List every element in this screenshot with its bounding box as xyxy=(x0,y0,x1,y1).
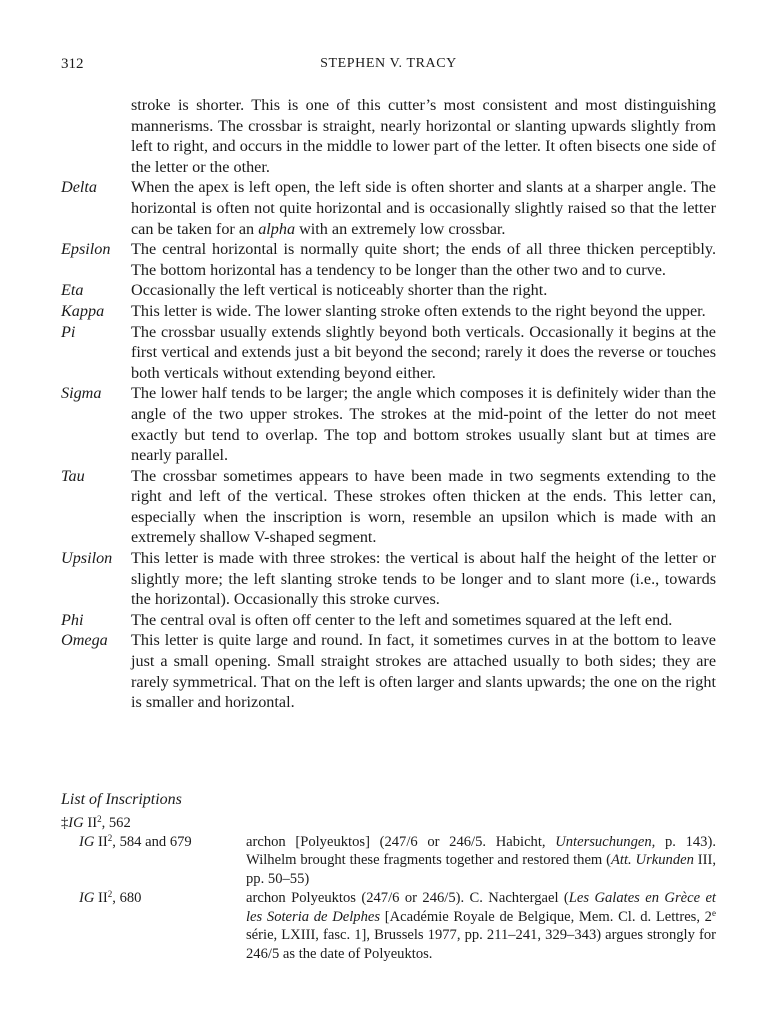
letter-entry-epsilon xyxy=(61,239,716,280)
inscription-note: archon [Polyeuktos] (247/6 or 246/5. Habicht, Untersuchungen, p. 143). Wilhelm brought these fragments together and restored them (Att. Urkunden III, pp. 50–55) xyxy=(246,833,716,888)
inscription-row xyxy=(61,814,716,833)
page-number: 312 xyxy=(61,56,84,72)
letter-entry-phi xyxy=(61,610,716,631)
letter-desc: Occasionally the left vertical is noticeably shorter than the right. xyxy=(131,281,548,300)
letter-desc: The central oval is often off center to the left and sometimes squared at the left end. xyxy=(131,610,673,629)
letter-desc: This letter is quite large and round. In fact, it sometimes curves in at the bottom to leave just a small opening. Small straight strokes are attached usually to both sides; they are rarely symmetrical. That on the left is often larger and slants upwards; the one on the right is smaller and horizontal. xyxy=(131,631,716,712)
letter-term: Tau xyxy=(61,466,85,485)
letter-term: Eta xyxy=(61,281,84,300)
letter-entry-tau xyxy=(61,466,716,548)
intro-continuation: stroke is shorter. This is one of this cutter’s most consistent and most distinguishing mannerisms. The crossbar is straight, nearly horizontal or slanting upwards slightly from left to right, and occurs in the middle to lower part of the letter. It often bisects one side of the letter or the other. xyxy=(131,96,716,176)
inscription-ref: IG $II^2$, 584 and 679 xyxy=(79,832,192,850)
running-head: STEPHEN V. TRACY xyxy=(320,56,457,71)
letter-entry-kappa xyxy=(61,301,716,322)
letter-desc: The central horizontal is normally quite short; the ends of all three thicken perceptibly. The bottom horizontal has a tendency to be longer than the other two and to curve. xyxy=(131,240,716,279)
letter-desc: The lower half tends to be larger; the angle which composes it is definitely wider than the angle of the two upper strokes. The strokes at the mid-point of the letter do not meet exactly but tend to overlap. The top and bottom strokes usually slant but at times are nearly parallel. xyxy=(131,384,716,465)
letter-term: Delta xyxy=(61,178,97,197)
inscription-ref: ‡IG $II^2$, 562 xyxy=(61,814,131,831)
letter-term: Phi xyxy=(61,610,84,629)
inscription-note: archon Polyeuktos (247/6 or 246/5). C. Nachtergael (Les Galates en Grèce et les Soteria de Delphes [Académie Royale de Belgique, Mem. Cl. d. Lettres, 2e série, LXIII, fasc. 1], Brussels 1977, pp. 211–241, 329–343) argues strongly for 246/5 as the date of Polyeuktos. xyxy=(246,889,716,962)
letter-term: Pi xyxy=(61,322,76,341)
section-title: List of Inscriptions xyxy=(61,791,182,808)
letter-entry-eta xyxy=(61,280,716,301)
dagger-marker: ‡ xyxy=(61,815,69,831)
inscription-row xyxy=(61,889,716,964)
letter-term: Omega xyxy=(61,631,108,650)
letter-desc: The crossbar usually extends slightly beyond both verticals. Occasionally it begins at the first vertical and extends just a bit beyond the second; rarely it does the reverse or touches both verticals without extending beyond either. xyxy=(131,322,716,382)
inscription-ref: IG $II^2$, 680 xyxy=(79,888,142,906)
letter-desc: The crossbar sometimes appears to have been made in two segments extending to the right and left of the vertical. These strokes often thicken at the ends. This letter can, especially when the inscription is worn, resemble an upsilon which is made with an extremely shallow V-shaped segment. xyxy=(131,466,716,547)
letter-descriptions xyxy=(61,95,716,713)
inscription-row xyxy=(61,833,716,889)
letter-term: Upsilon xyxy=(61,549,113,568)
inscription-list xyxy=(61,790,716,964)
letter-desc: This letter is wide. The lower slanting stroke often extends to the right beyond the upper. xyxy=(131,301,706,320)
letter-entry-delta xyxy=(61,177,716,239)
inscription-note xyxy=(246,814,716,833)
letter-entry-upsilon xyxy=(61,548,716,610)
letter-entry-omega xyxy=(61,630,716,712)
page-header xyxy=(61,56,716,78)
letter-desc: This letter is made with three strokes: the vertical is about half the height of the letter or slightly more; the left slanting stroke tends to be longer and to slant more (i.e., towards the horizontal). Occasionally this stroke curves. xyxy=(131,549,716,609)
letter-entry-pi xyxy=(61,322,716,384)
letter-term: Sigma xyxy=(61,384,102,403)
letter-desc: When the apex is left open, the left side is often shorter and slants at a sharper angle. The horizontal is often not quite horizontal and is occasionally slightly raised so that the letter can be taken for an alpha with an extremely low crossbar. xyxy=(131,178,716,238)
letter-term: Epsilon xyxy=(61,240,111,259)
letter-term: Kappa xyxy=(61,301,105,320)
letter-entry-sigma xyxy=(61,383,716,465)
